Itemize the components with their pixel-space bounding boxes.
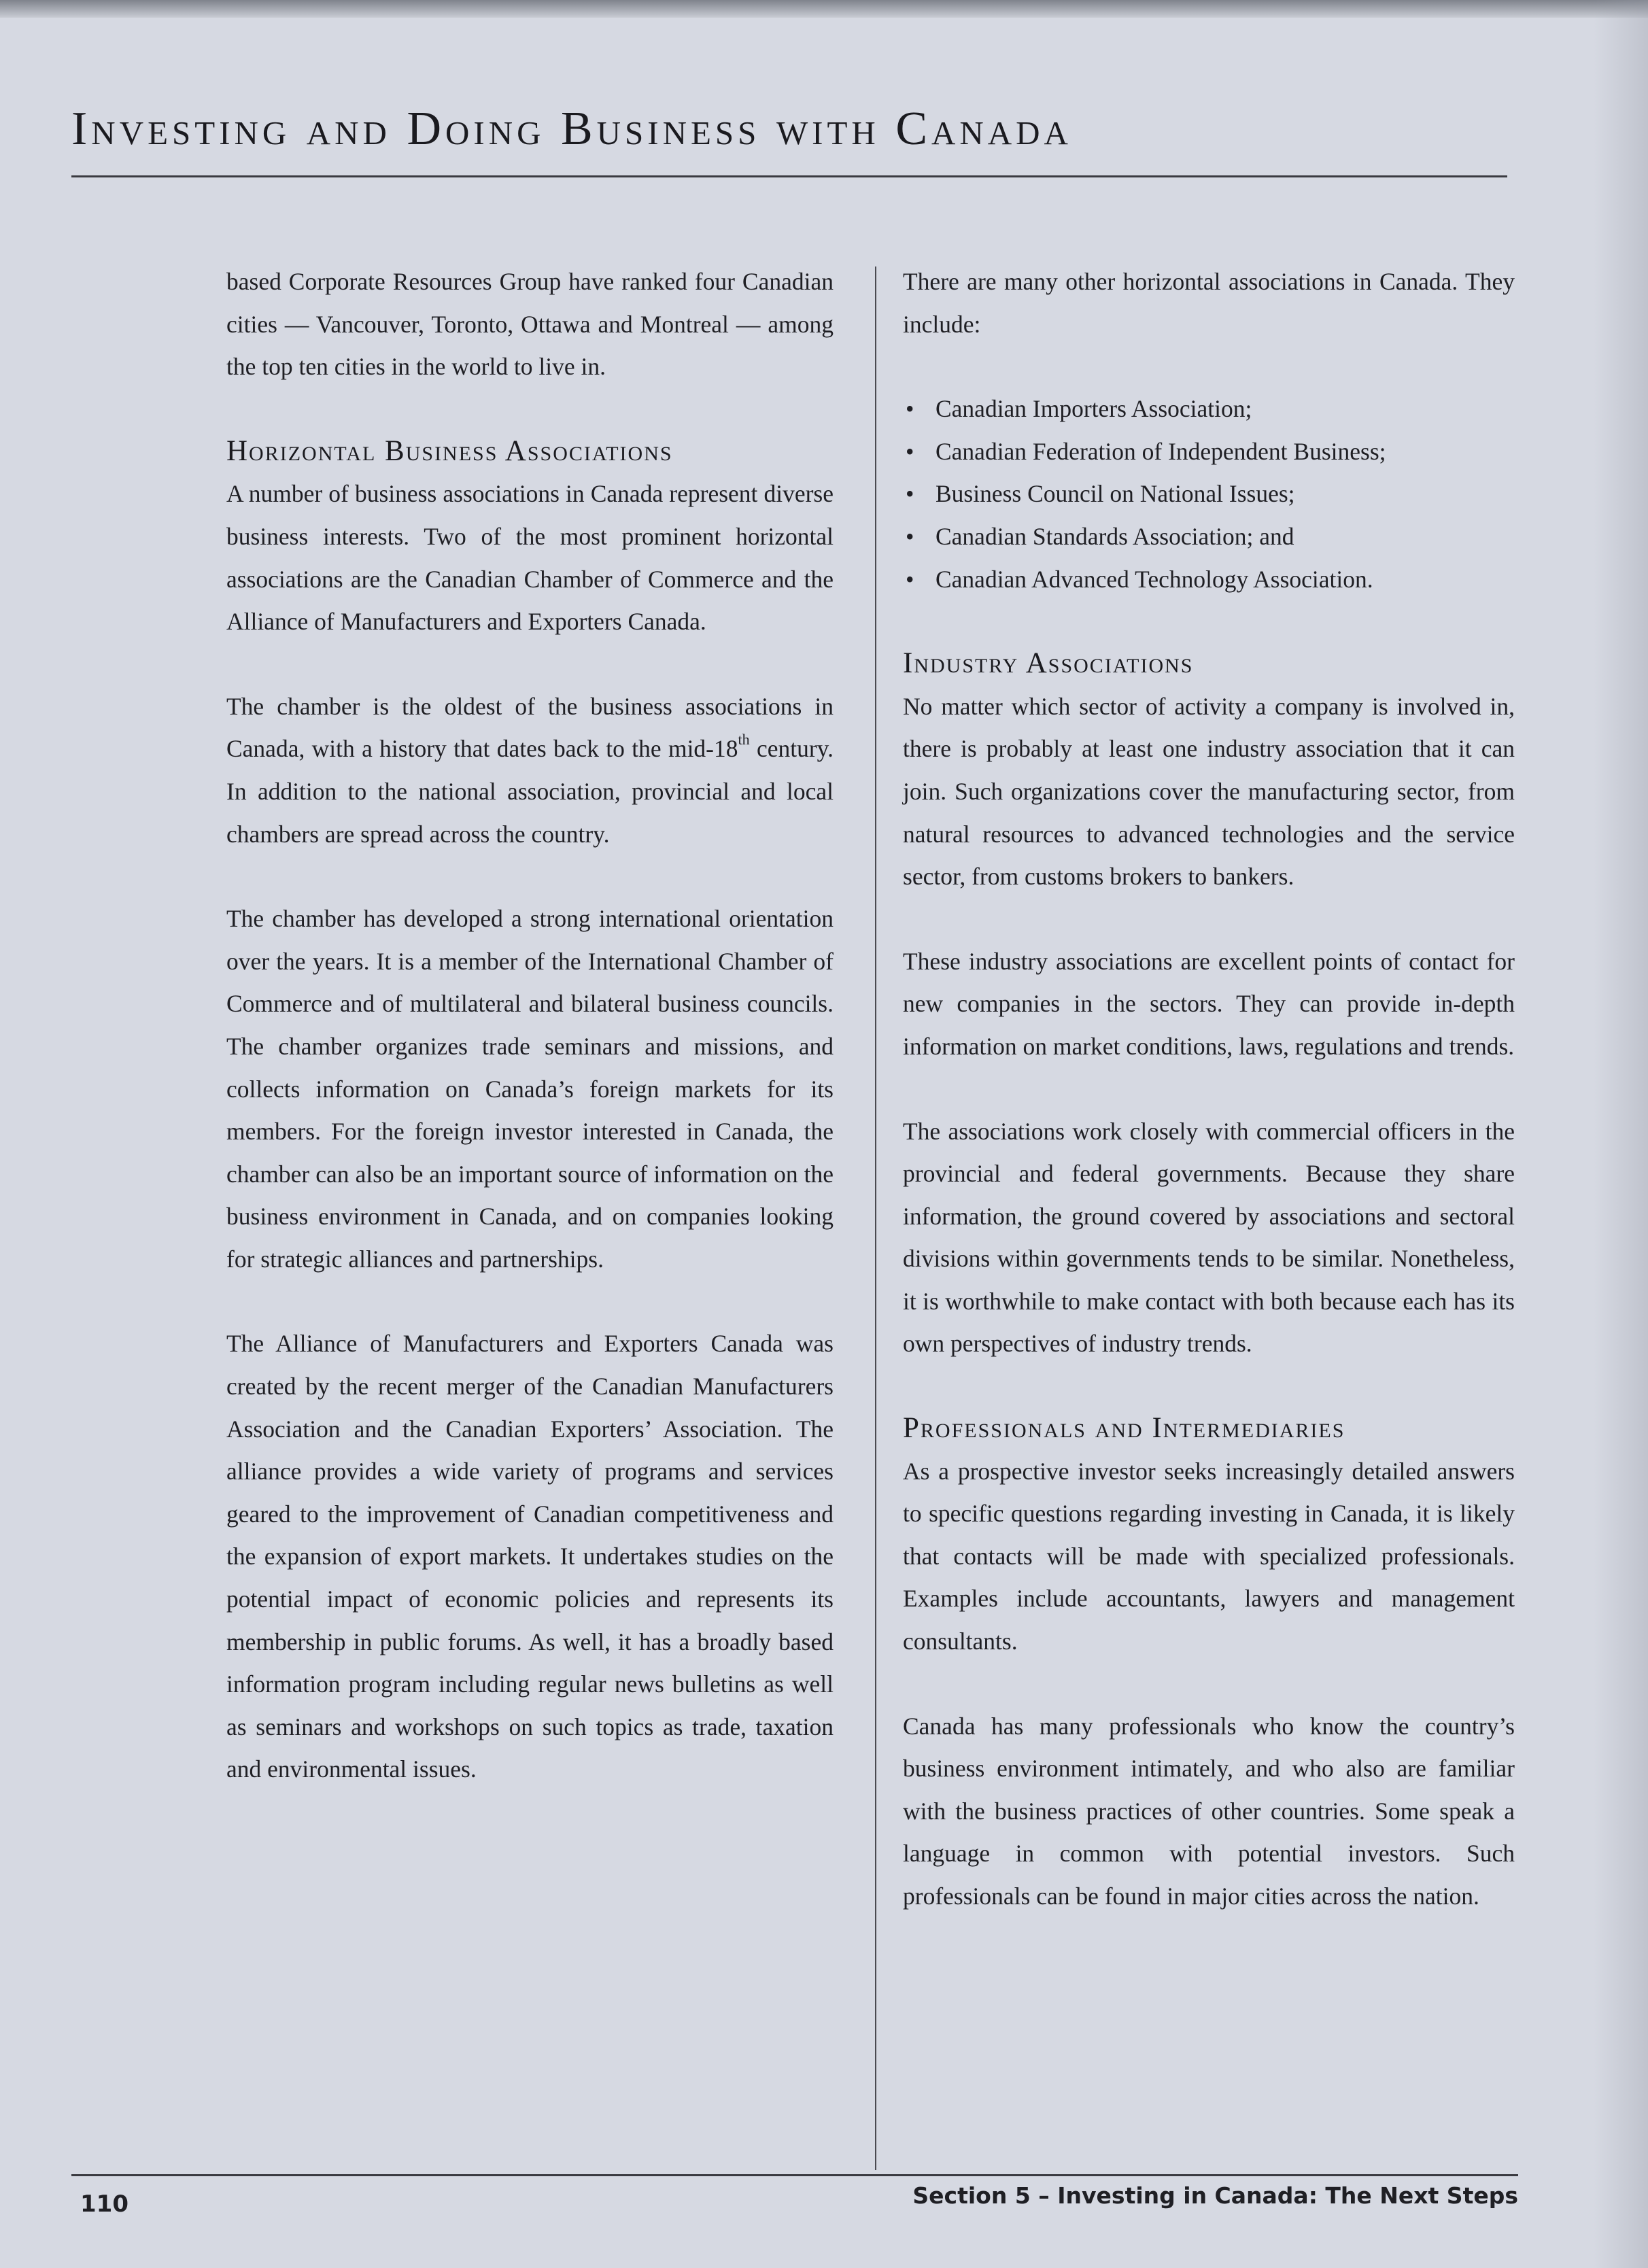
associations-list: [903, 388, 1515, 600]
left-column: [226, 260, 834, 1791]
footer-rule: [71, 2174, 1518, 2176]
left-paragraph-1: based Corporate Resources Group have ranked four Canadian cities — Vancouver, Toronto, Ottawa and Montreal — among the top ten cities in the world to live in.: [226, 268, 834, 381]
section-footer: Section 5 – Investing in Canada: The Next Steps: [912, 2182, 1518, 2209]
list-item: • Canadian Standards Association; and: [903, 515, 1515, 558]
heading-professionals-and-intermediaries: Professionals and Intermediaries: [903, 1412, 1345, 1445]
right-column: [903, 260, 1515, 1918]
header-rule: [71, 175, 1507, 177]
heading-industry-associations: Industry Associations: [903, 647, 1194, 680]
list-item: • Canadian Federation of Independent Business;: [903, 430, 1515, 473]
right-paragraph-3: These industry associations are excellent points of contact for new companies in the sectors. They can provide in-depth information on market conditions, laws, regulations and trends.: [903, 947, 1515, 1060]
left-paragraph-4: The chamber has developed a strong international orientation over the years. It is a member of the International Chamber of Commerce and of multilateral and bilateral business councils. The chamber organizes trade seminars and missions, and collects information on Canada’s foreign markets for its members. For the foreign investor interested in Canada, the chamber can also be an important source of information on the business environment in Canada, and on companies looking for strategic alliances and partnerships.: [226, 905, 834, 1273]
list-item: • Business Council on National Issues;: [903, 472, 1515, 515]
superscript-th: th: [738, 731, 750, 749]
binding-shade: [1594, 0, 1648, 2268]
left-paragraph-2: A number of business associations in Canada represent diverse business interests. Two of the most prominent horizontal associations are the Canadian Chamber of Commerce and the Alliance of Manufacturers and Exporters Canada.: [226, 480, 834, 636]
right-paragraph-6: Canada has many professionals who know the country’s business environment intimately, and who also are familiar with the business practices of other countries. Some speak a language in common with potential investors. Such professionals can be found in major cities across the nation.: [903, 1712, 1515, 1910]
list-item: • Canadian Advanced Technology Association.: [903, 558, 1515, 601]
page-header-title: Investing and Doing Business with Canada: [71, 103, 1072, 155]
right-paragraph-5: As a prospective investor seeks increasingly detailed answers to specific questions regarding investing in Canada, it is likely that contacts will be made with specialized professionals. Examples include accountants, lawyers and management consultants.: [903, 1457, 1515, 1655]
column-divider: [875, 267, 876, 2170]
right-paragraph-2: No matter which sector of activity a company is involved in, there is probably at least one industry association that it can join. Such organizations cover the manufacturing sector, from natural resources to advanced technologies and the service sector, from customs brokers to bankers.: [903, 692, 1515, 891]
right-paragraph-1: There are many other horizontal associations in Canada. They include:: [903, 268, 1515, 338]
left-paragraph-3: The chamber is the oldest of the business associations in Canada, with a history that dates back to the mid-18th century. In addition to the national association, provincial and local chambers are spread across the country.: [226, 692, 834, 848]
page-number: 110: [80, 2190, 128, 2218]
right-paragraph-4: The associations work closely with commercial officers in the provincial and federal governments. Because they share information, the ground covered by associations and sectoral divisions within governments tends to be similar. Nonetheless, it is worthwhile to make contact with both because each has its own perspectives of industry trends.: [903, 1117, 1515, 1358]
heading-horizontal-business-associations: Horizontal Business Associations: [226, 434, 673, 467]
page-edge-shadow: [0, 0, 1648, 18]
left-paragraph-5: The Alliance of Manufacturers and Exporters Canada was created by the recent merger of the Canadian Manufacturers Association and the Canadian Exporters’ Association. The alliance provides a wide variety of programs and services geared to the improvement of Canadian competitiveness and the expansion of export markets. It undertakes studies on the potential impact of economic policies and represents its membership in public forums. As well, it has a broadly based information program including regular news bulletins as well as seminars and workshops on such topics as trade, taxation and environmental issues.: [226, 1330, 834, 1783]
list-item: • Canadian Importers Association;: [903, 388, 1515, 430]
